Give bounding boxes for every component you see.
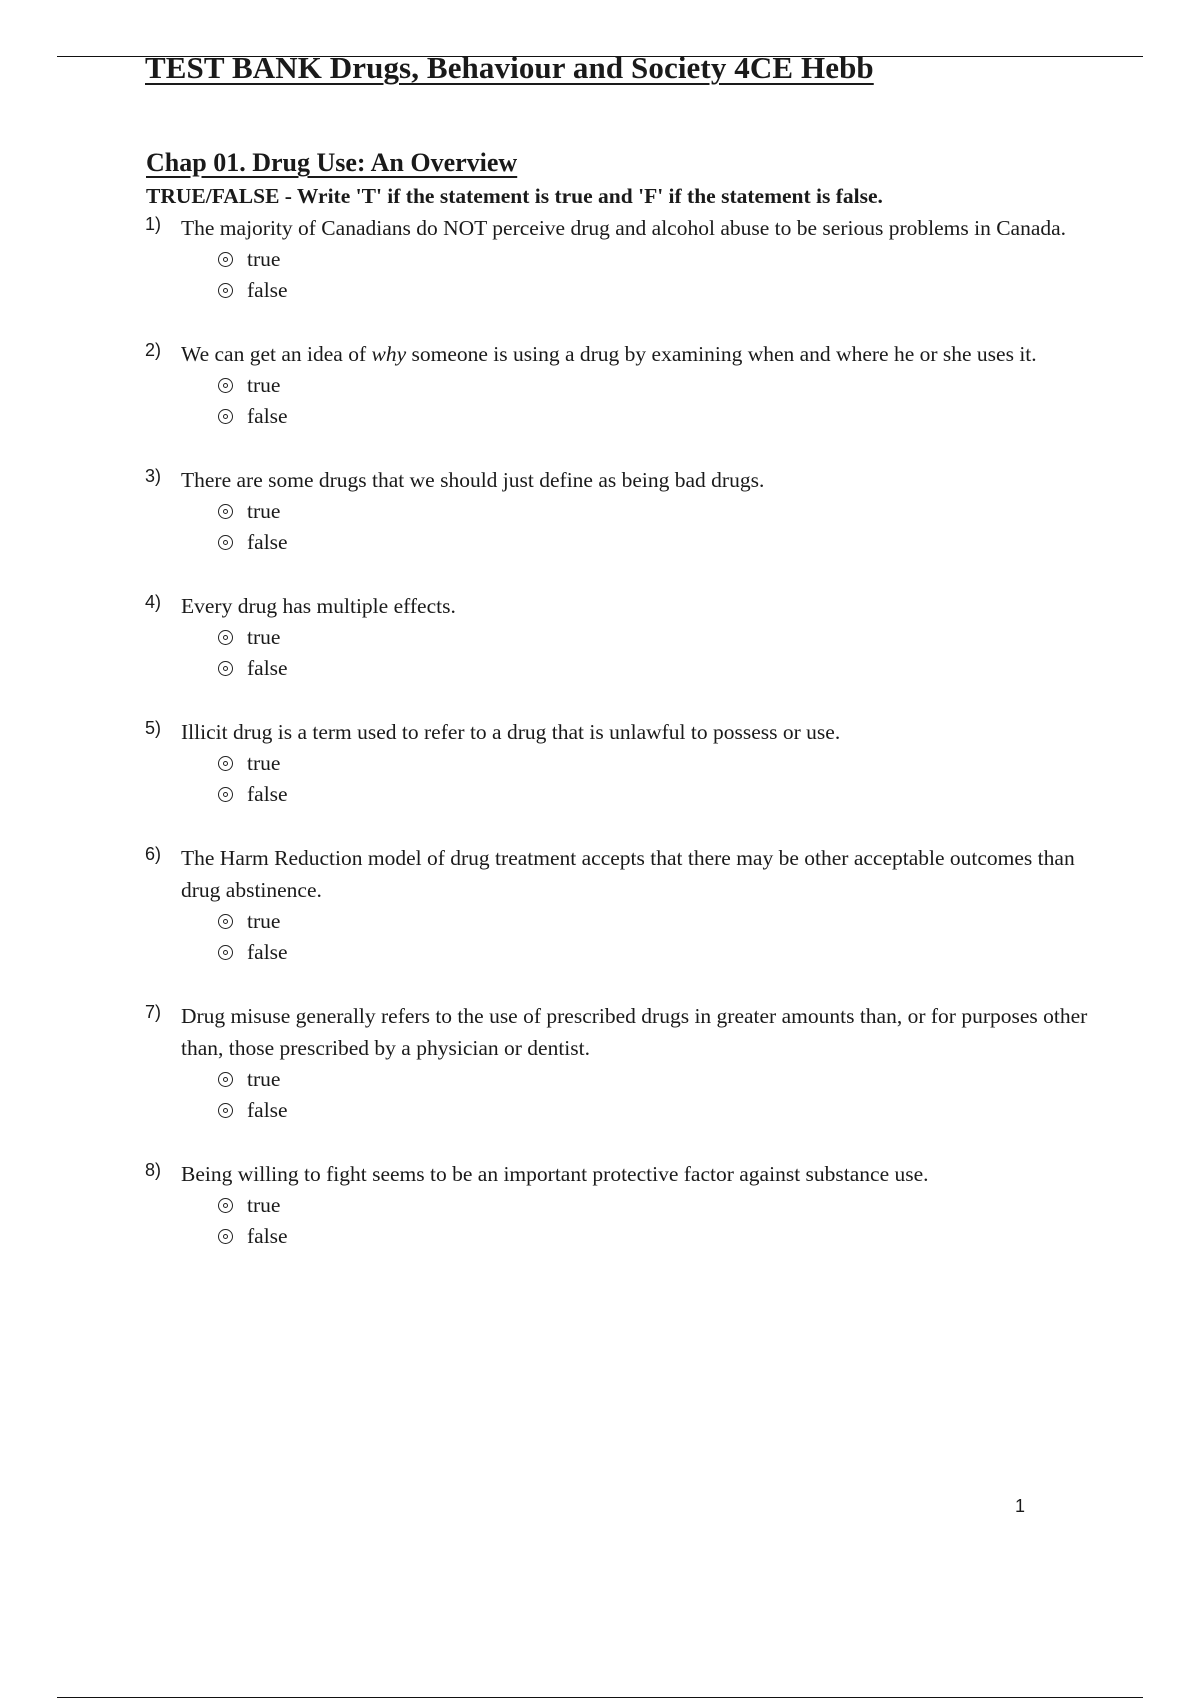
question-text	[181, 338, 1095, 370]
bottom-rule	[57, 1697, 1143, 1698]
answer-option-false[interactable]	[218, 275, 1095, 306]
question-number: 1)	[145, 214, 162, 234]
question-text-part: We can get an idea of	[181, 342, 372, 366]
radio-icon[interactable]	[218, 787, 233, 802]
radio-icon[interactable]	[218, 283, 233, 298]
question-text	[181, 1158, 1095, 1190]
radio-icon[interactable]	[218, 630, 233, 645]
answer-option-label: true	[247, 247, 281, 271]
question-item	[145, 1158, 1095, 1252]
answer-option-label: true	[247, 1193, 281, 1217]
answer-option-true[interactable]	[218, 244, 1095, 275]
answer-option-true[interactable]	[218, 1064, 1095, 1095]
answer-option-label: true	[247, 751, 281, 775]
question-text-part: There are some drugs that we should just define as being bad drugs.	[181, 468, 765, 492]
question-text-part: The majority of Canadians do NOT perceive drug and alcohol abuse to be serious problems in Canada.	[181, 216, 1067, 240]
radio-icon[interactable]	[218, 252, 233, 267]
answer-option-label: false	[247, 1224, 288, 1248]
answer-option-false[interactable]	[218, 401, 1095, 432]
answer-option-label: false	[247, 530, 288, 554]
question-list	[145, 212, 1095, 1284]
answer-option-label: true	[247, 625, 281, 649]
radio-icon[interactable]	[218, 1103, 233, 1118]
answer-option-true[interactable]	[218, 1190, 1095, 1221]
answer-option-false[interactable]	[218, 1221, 1095, 1252]
answer-option-label: false	[247, 278, 288, 302]
answer-options	[181, 906, 1095, 968]
answer-options	[181, 1064, 1095, 1126]
question-text	[181, 842, 1095, 906]
instructions: TRUE/FALSE - Write 'T' if the statement is true and 'F' if the statement is false.	[146, 184, 883, 208]
question-text	[181, 212, 1095, 244]
question-number: 5)	[145, 718, 162, 738]
answer-option-label: false	[247, 1098, 288, 1122]
question-number: 6)	[145, 844, 162, 864]
answer-options	[181, 1190, 1095, 1252]
answer-options	[181, 496, 1095, 558]
answer-option-label: true	[247, 499, 281, 523]
question-text	[181, 1000, 1095, 1064]
radio-icon[interactable]	[218, 378, 233, 393]
answer-option-false[interactable]	[218, 1095, 1095, 1126]
answer-option-true[interactable]	[218, 622, 1095, 653]
answer-option-false[interactable]	[218, 653, 1095, 684]
radio-icon[interactable]	[218, 914, 233, 929]
question-text-part: Drug misuse generally refers to the use of prescribed drugs in greater amounts than, or for purposes other than, those prescribed by a physician or dentist.	[181, 1004, 1088, 1060]
answer-option-true[interactable]	[218, 370, 1095, 401]
answer-option-label: true	[247, 1067, 281, 1091]
answer-option-true[interactable]	[218, 496, 1095, 527]
question-text-part: someone is using a drug by examining when and where he or she uses it.	[406, 342, 1037, 366]
question-text	[181, 716, 1095, 748]
answer-options	[181, 622, 1095, 684]
radio-icon[interactable]	[218, 1072, 233, 1087]
question-text-emphasis: why	[371, 342, 407, 366]
answer-options	[181, 244, 1095, 306]
question-text-part: Illicit drug is a term used to refer to a drug that is unlawful to possess or use.	[181, 720, 841, 744]
question-item	[145, 1000, 1095, 1126]
question-number: 7)	[145, 1002, 162, 1022]
answer-option-label: false	[247, 404, 288, 428]
chapter-title: Chap 01. Drug Use: An Overview	[146, 148, 518, 177]
question-text-part: The Harm Reduction model of drug treatment accepts that there may be other acceptable outcomes than drug abstinence.	[181, 846, 1075, 902]
answer-option-false[interactable]	[218, 937, 1095, 968]
question-text-part: Being willing to fight seems to be an important protective factor against substance use.	[181, 1162, 929, 1186]
answer-option-false[interactable]	[218, 779, 1095, 810]
question-item	[145, 464, 1095, 558]
document-title: TEST BANK Drugs, Behaviour and Society 4CE Hebb	[145, 50, 874, 85]
question-number: 8)	[145, 1160, 162, 1180]
question-item	[145, 212, 1095, 306]
answer-option-label: false	[247, 656, 288, 680]
answer-option-label: false	[247, 782, 288, 806]
answer-option-label: true	[247, 909, 281, 933]
question-text	[181, 464, 1095, 496]
answer-option-false[interactable]	[218, 527, 1095, 558]
radio-icon[interactable]	[218, 756, 233, 771]
radio-icon[interactable]	[218, 945, 233, 960]
question-text-part: Every drug has multiple effects.	[181, 594, 456, 618]
answer-options	[181, 748, 1095, 810]
radio-icon[interactable]	[218, 409, 233, 424]
page-number: 1	[1015, 1496, 1026, 1516]
answer-option-label: false	[247, 940, 288, 964]
radio-icon[interactable]	[218, 661, 233, 676]
question-number: 3)	[145, 466, 162, 486]
answer-options	[181, 370, 1095, 432]
question-text	[181, 590, 1095, 622]
radio-icon[interactable]	[218, 1229, 233, 1244]
question-item	[145, 338, 1095, 432]
question-item	[145, 716, 1095, 810]
radio-icon[interactable]	[218, 535, 233, 550]
answer-option-label: true	[247, 373, 281, 397]
answer-option-true[interactable]	[218, 906, 1095, 937]
question-item	[145, 590, 1095, 684]
question-number: 2)	[145, 340, 162, 360]
radio-icon[interactable]	[218, 504, 233, 519]
question-number: 4)	[145, 592, 162, 612]
question-item	[145, 842, 1095, 968]
answer-option-true[interactable]	[218, 748, 1095, 779]
radio-icon[interactable]	[218, 1198, 233, 1213]
